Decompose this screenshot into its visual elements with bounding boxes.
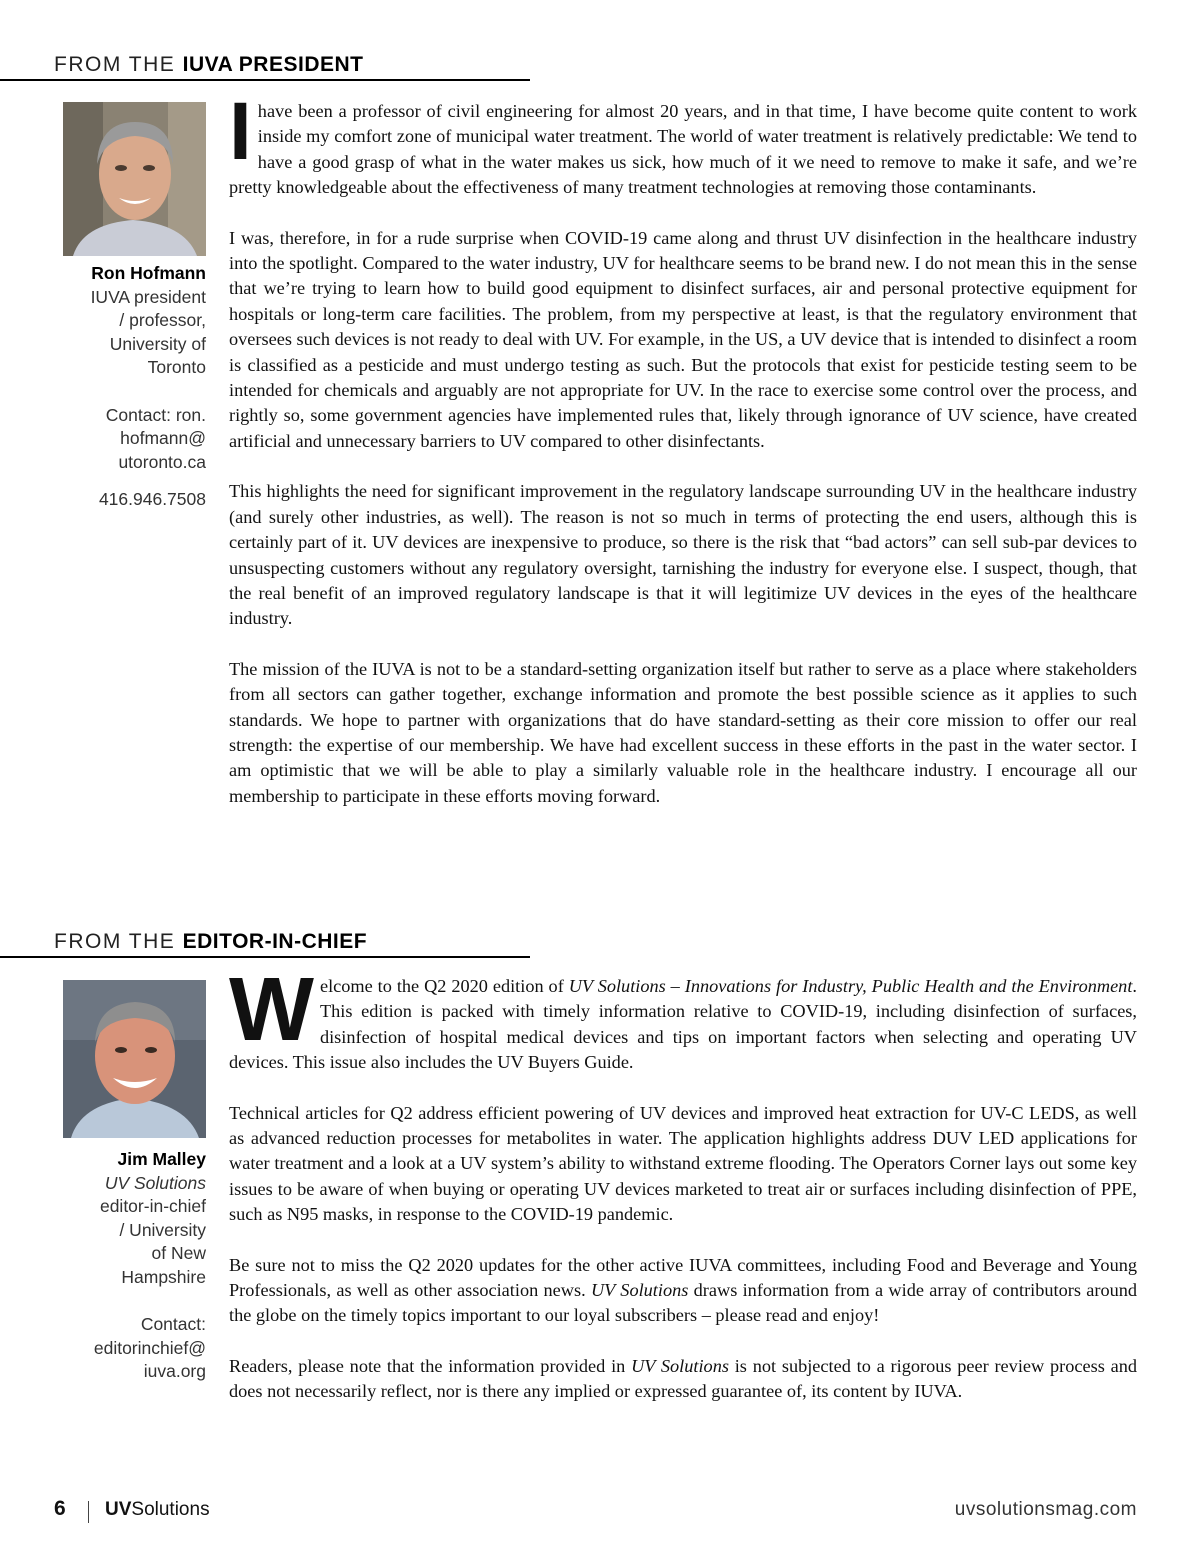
editor-contact-line: Contact: (140, 1314, 206, 1334)
editor-article (229, 960, 1138, 1430)
president-paragraph: The mission of the IUVA is not to be a standard-setting organization itself but rather to serve as a place where stakeholders from all sectors can gather together, exchange information and promote the best possible science as it applies to such standards. We hope to partner with organizations that do have standard-setting as their core mission to offer our real strength: the expertise of our membership. We have had excellent success in these efforts in the past in the water sector. I am optimistic that we will be able to play a similarly valuable role in the healthcare industry. I encourage all our membership to participate in these efforts moving forward. (229, 658, 1137, 806)
editor-dropcap: W (229, 960, 314, 1060)
president-dropcap: I (229, 86, 252, 177)
editor-role-line: editor-in-chief (99, 1196, 206, 1216)
president-header-title: IUVA PRESIDENT (182, 53, 364, 76)
editor-paragraph: Readers, please note that the information provided in UV Solutions is not subjected to a rigorous peer review process and does not necessarily reflect, nor is there any implied or expressed guarantee of, its content by IUVA. (229, 1355, 1137, 1402)
president-header-prefix: FROM THE (54, 53, 183, 76)
editor-contact-line[interactable]: editorinchief@ (93, 1337, 206, 1358)
president-bio (40, 262, 206, 512)
president-photo (63, 102, 206, 256)
editor-section-header (54, 929, 367, 955)
editor-publication: UV Solutions (104, 1172, 206, 1193)
editor-role-line: of New (151, 1243, 206, 1263)
magazine-name: UVSolutions (105, 1499, 210, 1520)
editor-photo (63, 980, 206, 1138)
president-header-rule (0, 79, 530, 81)
editor-role-line: / University (119, 1219, 206, 1240)
editor-header-prefix: FROM THE (54, 930, 183, 953)
president-paragraph: Ihave been a professor of civil engineering for almost 20 years, and in that time, I have become quite content to work inside my comfort zone of municipal water treatment. The world of water treatment is relatively predictable: We tend to have a good grasp of what in the water makes us sick, how much of it we need to remove to make it safe, and we’re pretty knowledgeable about the effectiveness of many treatment technologies at removing those contaminants. (229, 86, 1137, 198)
president-role-line: IUVA president (90, 286, 206, 307)
editor-bio (40, 1148, 206, 1384)
president-contact-line[interactable]: hofmann@ (120, 428, 206, 448)
editor-publication-title: UV Solutions – Innovations for Industry, Public Health and the Environment (568, 976, 1133, 996)
website-url[interactable]: uvsolutionsmag.com (954, 1499, 1137, 1520)
editor-header-title: EDITOR-IN-CHIEF (182, 930, 368, 953)
page-footer (54, 1497, 1137, 1527)
president-name: Ron Hofmann (91, 263, 206, 283)
footer-divider (88, 1501, 89, 1523)
president-contact-line: Contact: ron. (105, 404, 206, 425)
editor-name: Jim Malley (117, 1149, 206, 1169)
president-article (229, 86, 1137, 834)
editor-header-rule (0, 956, 530, 958)
editor-role-line: Hampshire (121, 1266, 206, 1287)
president-paragraph: This highlights the need for significant improvement in the regulatory landscape surrounding UV in the healthcare industry (and surely other industries, as well). The reason is not so much in terms of protecting the end users, although this is certainly part of it. UV devices are inexpensive to produce, so there is the risk that “bad actors” can sell sub-par devices to unsuspecting customers without any regulatory oversight, tarnishing the industry for everyone else. I suspect, though, that the real benefit of an improved regulatory landscape is that it will legitimize UV devices in the eyes of the healthcare industry. (229, 481, 1137, 629)
president-role-line: Toronto (147, 357, 206, 377)
president-contact-line[interactable]: utoronto.ca (118, 451, 206, 472)
editor-paragraph: Welcome to the Q2 2020 edition of UV Solutions – Innovations for Industry, Public Health and the Environment. This edition is packed with timely information relative to COVID-19, including disinfection of surfaces, disinfection of hospital medical devices and tips on important factors when selecting and operating UV devices. This issue also includes the UV Buyers Guide. (229, 960, 1137, 1073)
president-role-line: / professor, (119, 310, 206, 330)
president-role-line: University of (109, 333, 206, 354)
editor-contact-line[interactable]: iuva.org (143, 1361, 206, 1381)
editor-paragraph: Be sure not to miss the Q2 2020 updates for the other active IUVA committees, including Food and Beverage and Young Professionals, as well as other association news. UV Solutions draws information from a wide array of contributors around the globe on the timely topics important to our loyal subscribers – please read and enjoy! (229, 1254, 1138, 1326)
page-number: 6 (54, 1497, 66, 1520)
editor-paragraph: Technical articles for Q2 address efficient powering of UV devices and improved heat extraction for UV-C LEDS, as well as advanced reduction processes for metabolites in water. The application highlights address DUV LED applications for water treatment and a look at a UV system’s ability to withstand extreme flooding. The Operators Corner lays out some key issues to be aware of when buying or operating UV devices marketed to treat air or surfaces including disinfection of PPE, such as N95 masks, in response to the COVID-19 pandemic. (229, 1102, 1137, 1225)
president-section-header (54, 52, 363, 78)
president-phone: 416.946.7508 (98, 489, 206, 509)
president-paragraph: I was, therefore, in for a rude surprise when COVID-19 came along and thrust UV disinfection in the healthcare industry into the spotlight. Compared to the water industry, UV for healthcare seems to be brand new. I do not mean this in the sense that we’re trying to learn how to build good equipment to disinfect surfaces, air and personal protective equipment for hospitals or long-term care facilities. The problem, from my perspective at least, is that the regulatory environment that oversees such devices is not ready to deal with UV. For example, in the US, a UV device that is intended to disinfect a room is classified as a pesticide and must undergo testing as such. But the protocols that exist for pesticide testing seem to be intended for chemicals and arguably are not appropriate for UV. In the race to exercise some control over the process, and rightly so, some government agencies have implemented rules that, likely through ignorance of UV science, have created artificial and unnecessary barriers to UV compared to other disinfectants. (229, 227, 1137, 451)
